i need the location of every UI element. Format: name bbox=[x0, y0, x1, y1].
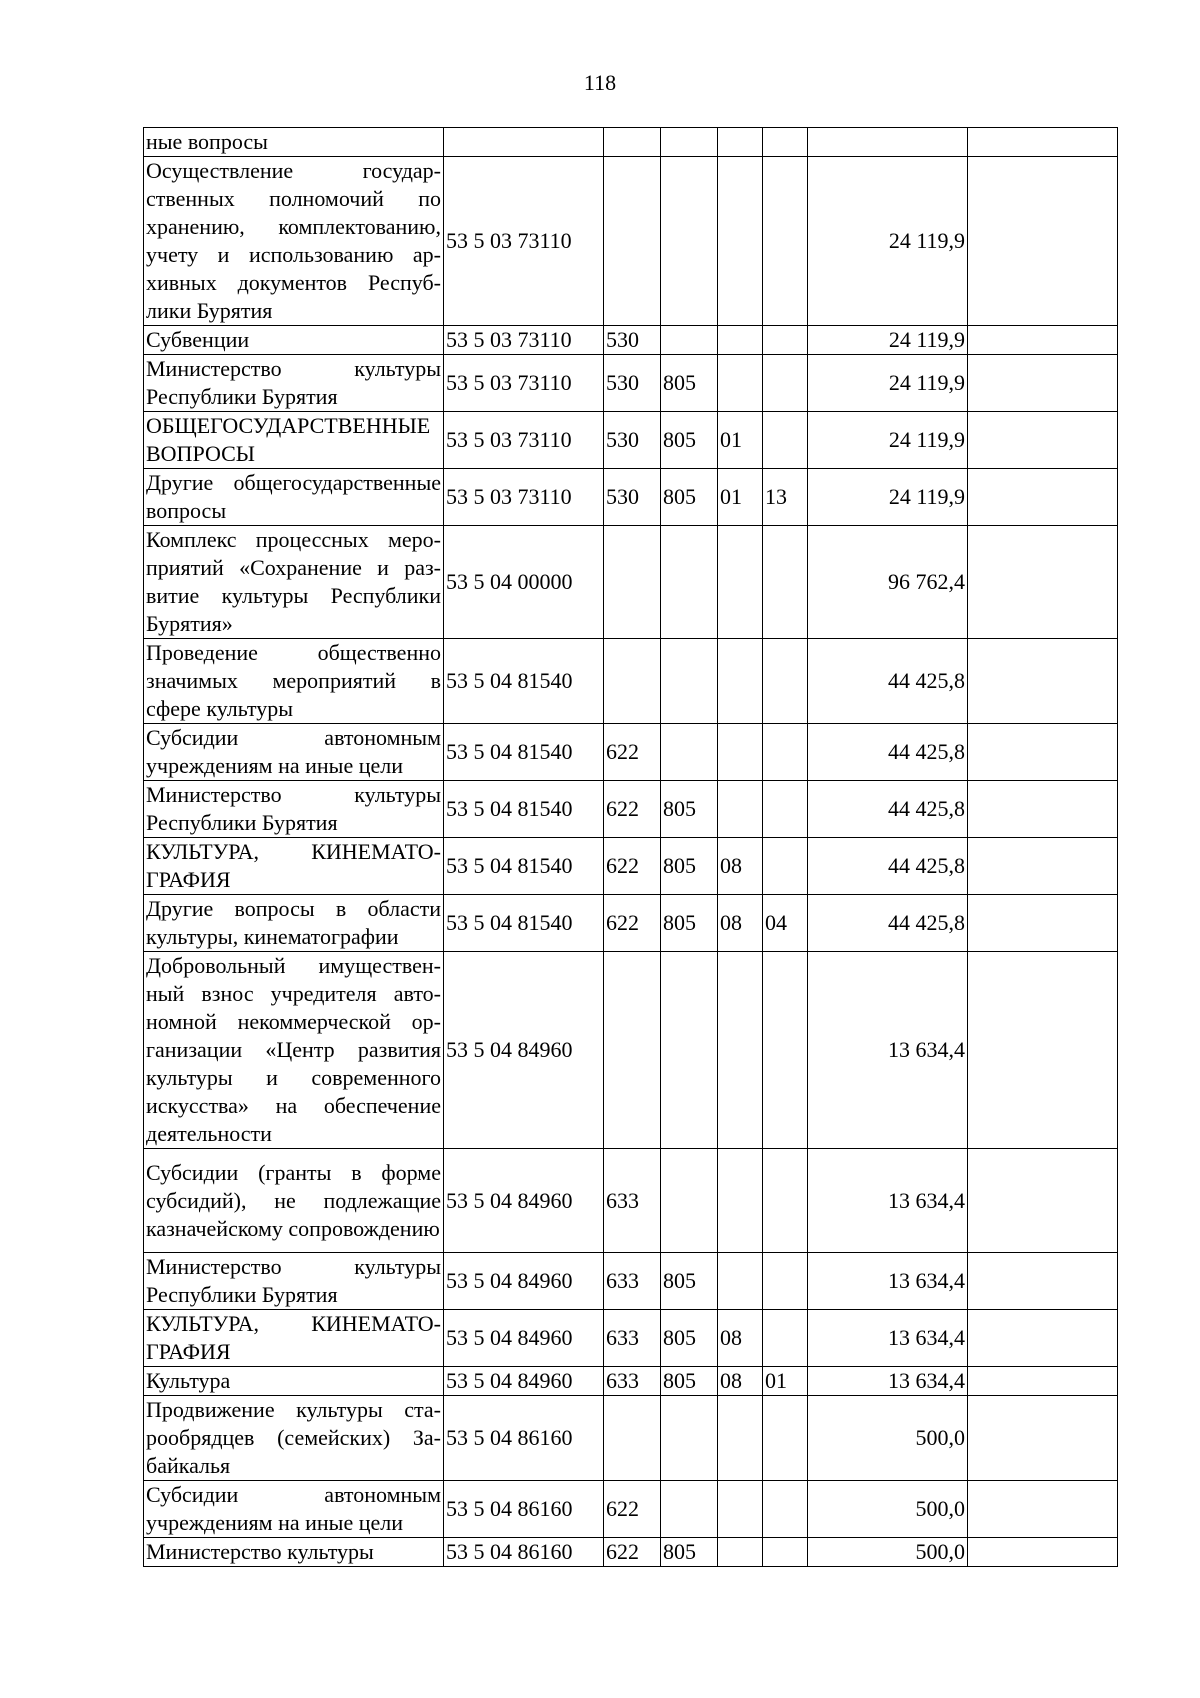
amount-cell: 44 425,8 bbox=[808, 639, 968, 724]
target-code-cell: 53 5 04 84960 bbox=[444, 1367, 604, 1396]
ministry-code-cell bbox=[661, 526, 718, 639]
table-row bbox=[144, 1310, 1118, 1367]
target-code-cell: 53 5 03 73110 bbox=[444, 326, 604, 355]
target-code-cell bbox=[444, 128, 604, 157]
ministry-code-cell: 805 bbox=[661, 895, 718, 952]
table-row bbox=[144, 326, 1118, 355]
target-code-cell: 53 5 04 81540 bbox=[444, 838, 604, 895]
table-row bbox=[144, 1367, 1118, 1396]
ministry-code-cell bbox=[661, 639, 718, 724]
target-code-cell: 53 5 03 73110 bbox=[444, 469, 604, 526]
ministry-code-cell: 805 bbox=[661, 838, 718, 895]
row-name-cell: Министерство культуры Республики Бурятия bbox=[144, 1253, 444, 1310]
row-name-cell: Субсидии автономным учреждениям на иные цели bbox=[144, 724, 444, 781]
ministry-code-cell: 805 bbox=[661, 1310, 718, 1367]
ministry-code-cell: 805 bbox=[661, 355, 718, 412]
expense-type-cell bbox=[604, 128, 661, 157]
subsection-cell bbox=[763, 1481, 808, 1538]
table-row bbox=[144, 838, 1118, 895]
target-code-cell: 53 5 04 81540 bbox=[444, 895, 604, 952]
table-row bbox=[144, 355, 1118, 412]
row-name-cell: Комплекс процессных мероприятий «Сохранение и развитие культуры Республики Бурятия» bbox=[144, 526, 444, 639]
expense-type-cell: 633 bbox=[604, 1310, 661, 1367]
table-row bbox=[144, 1538, 1118, 1567]
amount-cell: 24 119,9 bbox=[808, 157, 968, 326]
amount-cell: 44 425,8 bbox=[808, 724, 968, 781]
amount-cell: 44 425,8 bbox=[808, 895, 968, 952]
section-cell: 01 bbox=[718, 412, 763, 469]
section-cell bbox=[718, 526, 763, 639]
amount-cell: 24 119,9 bbox=[808, 412, 968, 469]
subsection-cell bbox=[763, 1538, 808, 1567]
extra-cell bbox=[968, 128, 1118, 157]
row-name-cell: Культура bbox=[144, 1367, 444, 1396]
table-row bbox=[144, 469, 1118, 526]
section-cell bbox=[718, 326, 763, 355]
extra-cell bbox=[968, 724, 1118, 781]
subsection-cell bbox=[763, 157, 808, 326]
amount-cell: 13 634,4 bbox=[808, 1253, 968, 1310]
amount-cell: 24 119,9 bbox=[808, 355, 968, 412]
extra-cell bbox=[968, 952, 1118, 1149]
expense-type-cell: 633 bbox=[604, 1253, 661, 1310]
expense-type-cell: 633 bbox=[604, 1149, 661, 1253]
ministry-code-cell bbox=[661, 1149, 718, 1253]
subsection-cell bbox=[763, 1149, 808, 1253]
extra-cell bbox=[968, 1253, 1118, 1310]
section-cell bbox=[718, 1396, 763, 1481]
section-cell bbox=[718, 952, 763, 1149]
target-code-cell: 53 5 04 81540 bbox=[444, 639, 604, 724]
subsection-cell: 13 bbox=[763, 469, 808, 526]
ministry-code-cell: 805 bbox=[661, 781, 718, 838]
expense-type-cell: 530 bbox=[604, 469, 661, 526]
section-cell bbox=[718, 128, 763, 157]
section-cell: 08 bbox=[718, 838, 763, 895]
table-body bbox=[144, 128, 1118, 1567]
ministry-code-cell bbox=[661, 1396, 718, 1481]
row-name-cell: Министерство культуры Республики Бурятия bbox=[144, 355, 444, 412]
amount-cell: 13 634,4 bbox=[808, 1367, 968, 1396]
expense-type-cell: 622 bbox=[604, 724, 661, 781]
target-code-cell: 53 5 03 73110 bbox=[444, 412, 604, 469]
target-code-cell: 53 5 04 81540 bbox=[444, 781, 604, 838]
amount-cell: 13 634,4 bbox=[808, 1310, 968, 1367]
extra-cell bbox=[968, 1396, 1118, 1481]
row-name-cell: Продвижение культуры старообрядцев (семейских) Забайкалья bbox=[144, 1396, 444, 1481]
amount-cell: 24 119,9 bbox=[808, 326, 968, 355]
ministry-code-cell: 805 bbox=[661, 1367, 718, 1396]
amount-cell: 44 425,8 bbox=[808, 838, 968, 895]
expense-type-cell: 622 bbox=[604, 1481, 661, 1538]
amount-cell: 500,0 bbox=[808, 1538, 968, 1567]
row-name-cell: Другие общегосударственные вопросы bbox=[144, 469, 444, 526]
row-name-cell: ные вопросы bbox=[144, 128, 444, 157]
amount-cell: 13 634,4 bbox=[808, 1149, 968, 1253]
extra-cell bbox=[968, 355, 1118, 412]
table-row bbox=[144, 895, 1118, 952]
ministry-code-cell bbox=[661, 1481, 718, 1538]
expense-type-cell: 530 bbox=[604, 326, 661, 355]
ministry-code-cell: 805 bbox=[661, 469, 718, 526]
section-cell bbox=[718, 639, 763, 724]
expense-type-cell: 622 bbox=[604, 1538, 661, 1567]
extra-cell bbox=[968, 838, 1118, 895]
subsection-cell bbox=[763, 355, 808, 412]
subsection-cell bbox=[763, 326, 808, 355]
ministry-code-cell: 805 bbox=[661, 1538, 718, 1567]
subsection-cell bbox=[763, 724, 808, 781]
amount-cell: 24 119,9 bbox=[808, 469, 968, 526]
expense-type-cell: 633 bbox=[604, 1367, 661, 1396]
subsection-cell bbox=[763, 1396, 808, 1481]
row-name-cell: Добровольный имущественный взнос учредителя автономной некоммерческой организации «Центр развития культуры и современного искусства» на обеспечение деятельности bbox=[144, 952, 444, 1149]
target-code-cell: 53 5 04 84960 bbox=[444, 952, 604, 1149]
ministry-code-cell bbox=[661, 128, 718, 157]
table-row bbox=[144, 952, 1118, 1149]
expense-type-cell bbox=[604, 157, 661, 326]
target-code-cell: 53 5 04 86160 bbox=[444, 1481, 604, 1538]
extra-cell bbox=[968, 781, 1118, 838]
table-row bbox=[144, 128, 1118, 157]
subsection-cell: 04 bbox=[763, 895, 808, 952]
page-number: 118 bbox=[583, 70, 617, 95]
row-name-cell: КУЛЬТУРА, КИНЕМАТОГРАФИЯ bbox=[144, 1310, 444, 1367]
extra-cell bbox=[968, 639, 1118, 724]
expense-type-cell: 622 bbox=[604, 895, 661, 952]
subsection-cell bbox=[763, 412, 808, 469]
table-row bbox=[144, 1149, 1118, 1253]
row-name-cell: Осуществление государственных полномочий по хранению, комплектованию, учету и использованию архивных документов Республики Бурятия bbox=[144, 157, 444, 326]
expense-type-cell bbox=[604, 526, 661, 639]
subsection-cell bbox=[763, 128, 808, 157]
subsection-cell bbox=[763, 526, 808, 639]
subsection-cell bbox=[763, 1310, 808, 1367]
ministry-code-cell bbox=[661, 724, 718, 781]
extra-cell bbox=[968, 326, 1118, 355]
expense-type-cell bbox=[604, 952, 661, 1149]
expense-type-cell: 530 bbox=[604, 412, 661, 469]
table-row bbox=[144, 526, 1118, 639]
extra-cell bbox=[968, 1367, 1118, 1396]
expense-type-cell: 622 bbox=[604, 838, 661, 895]
section-cell bbox=[718, 781, 763, 838]
target-code-cell: 53 5 04 86160 bbox=[444, 1538, 604, 1567]
subsection-cell bbox=[763, 952, 808, 1149]
target-code-cell: 53 5 04 86160 bbox=[444, 1396, 604, 1481]
table-row bbox=[144, 724, 1118, 781]
ministry-code-cell bbox=[661, 952, 718, 1149]
section-cell bbox=[718, 1149, 763, 1253]
subsection-cell bbox=[763, 781, 808, 838]
extra-cell bbox=[968, 895, 1118, 952]
subsection-cell bbox=[763, 1253, 808, 1310]
target-code-cell: 53 5 04 84960 bbox=[444, 1149, 604, 1253]
subsection-cell bbox=[763, 838, 808, 895]
extra-cell bbox=[968, 1538, 1118, 1567]
section-cell: 08 bbox=[718, 1367, 763, 1396]
section-cell bbox=[718, 1253, 763, 1310]
section-cell: 08 bbox=[718, 895, 763, 952]
budget-table bbox=[143, 127, 1118, 1567]
table-row bbox=[144, 1481, 1118, 1538]
table-row bbox=[144, 639, 1118, 724]
table-row bbox=[144, 412, 1118, 469]
target-code-cell: 53 5 04 84960 bbox=[444, 1310, 604, 1367]
extra-cell bbox=[968, 526, 1118, 639]
amount-cell bbox=[808, 128, 968, 157]
expense-type-cell bbox=[604, 639, 661, 724]
row-name-cell: Проведение общественно значимых мероприятий в сфере культуры bbox=[144, 639, 444, 724]
section-cell bbox=[718, 1538, 763, 1567]
extra-cell bbox=[968, 1310, 1118, 1367]
expense-type-cell: 530 bbox=[604, 355, 661, 412]
table-row bbox=[144, 157, 1118, 326]
extra-cell bbox=[968, 412, 1118, 469]
amount-cell: 96 762,4 bbox=[808, 526, 968, 639]
extra-cell bbox=[968, 1149, 1118, 1253]
row-name-cell: Министерство культуры Республики Бурятия bbox=[144, 781, 444, 838]
target-code-cell: 53 5 04 00000 bbox=[444, 526, 604, 639]
extra-cell bbox=[968, 469, 1118, 526]
section-cell bbox=[718, 1481, 763, 1538]
section-cell: 01 bbox=[718, 469, 763, 526]
section-cell bbox=[718, 157, 763, 326]
subsection-cell: 01 bbox=[763, 1367, 808, 1396]
row-name-cell: Субвенции bbox=[144, 326, 444, 355]
target-code-cell: 53 5 03 73110 bbox=[444, 355, 604, 412]
table-row bbox=[144, 781, 1118, 838]
row-name-cell: КУЛЬТУРА, КИНЕМАТОГРАФИЯ bbox=[144, 838, 444, 895]
table-row bbox=[144, 1396, 1118, 1481]
expense-type-cell: 622 bbox=[604, 781, 661, 838]
target-code-cell: 53 5 04 84960 bbox=[444, 1253, 604, 1310]
expense-type-cell bbox=[604, 1396, 661, 1481]
extra-cell bbox=[968, 1481, 1118, 1538]
row-name-cell: Министерство культуры bbox=[144, 1538, 444, 1567]
section-cell bbox=[718, 355, 763, 412]
amount-cell: 44 425,8 bbox=[808, 781, 968, 838]
target-code-cell: 53 5 03 73110 bbox=[444, 157, 604, 326]
row-name-cell: Субсидии автономным учреждениям на иные цели bbox=[144, 1481, 444, 1538]
target-code-cell: 53 5 04 81540 bbox=[444, 724, 604, 781]
amount-cell: 500,0 bbox=[808, 1396, 968, 1481]
ministry-code-cell: 805 bbox=[661, 412, 718, 469]
ministry-code-cell: 805 bbox=[661, 1253, 718, 1310]
amount-cell: 13 634,4 bbox=[808, 952, 968, 1149]
amount-cell: 500,0 bbox=[808, 1481, 968, 1538]
section-cell: 08 bbox=[718, 1310, 763, 1367]
table-row bbox=[144, 1253, 1118, 1310]
row-name-cell: Другие вопросы в области культуры, кинематографии bbox=[144, 895, 444, 952]
row-name-cell: Субсидии (гранты в форме субсидий), не подлежащие казначейскому сопровождению bbox=[144, 1149, 444, 1253]
row-name-cell: ОБЩЕГОСУДАРСТВЕННЫЕ ВОПРОСЫ bbox=[144, 412, 444, 469]
subsection-cell bbox=[763, 639, 808, 724]
extra-cell bbox=[968, 157, 1118, 326]
ministry-code-cell bbox=[661, 157, 718, 326]
ministry-code-cell bbox=[661, 326, 718, 355]
section-cell bbox=[718, 724, 763, 781]
